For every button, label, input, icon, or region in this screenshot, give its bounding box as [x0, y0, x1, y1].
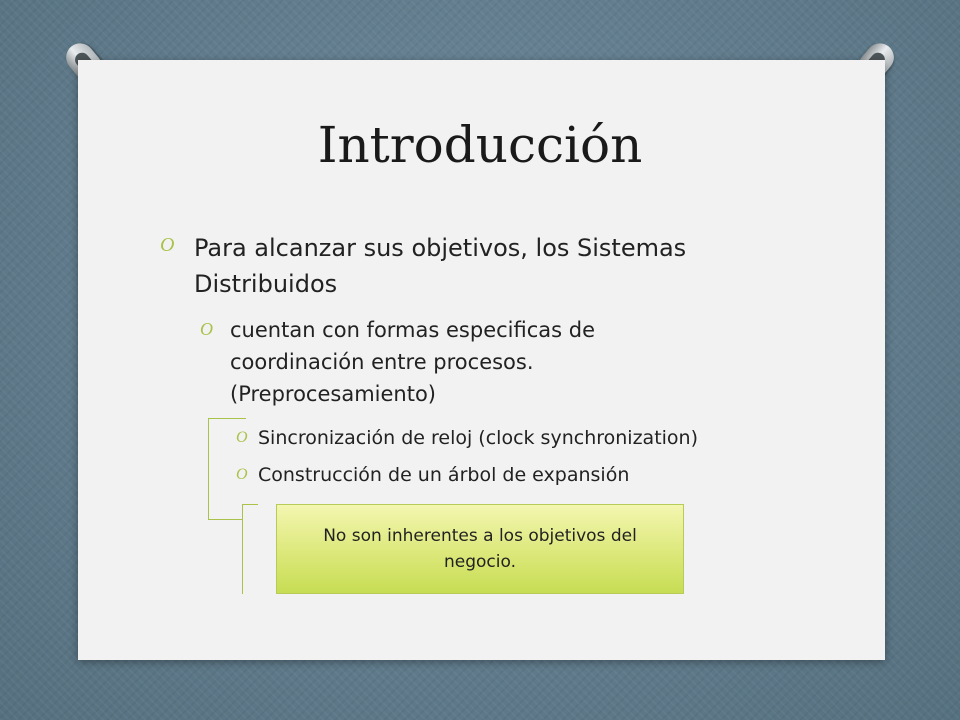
- slide-title: Introducción: [317, 116, 643, 174]
- bullet-level2-line2: coordinación entre procesos.: [230, 350, 534, 374]
- bracket-line-bottom: [208, 519, 242, 520]
- bullet-level1-line1: Para alcanzar sus objetivos, los Sistemas: [194, 234, 687, 262]
- bracket-line-callout-top: [242, 504, 258, 505]
- bracket-line-vertical: [208, 418, 209, 520]
- bullet-icon: O: [200, 319, 213, 339]
- bullet-icon: O: [236, 466, 248, 483]
- callout-text: No son inherentes a los objetivos del negocio.: [323, 526, 637, 572]
- callout-box: [276, 504, 684, 594]
- bullet-icon: O: [236, 429, 248, 446]
- bullet-icon: O: [160, 234, 175, 256]
- bullet-level3-item-2: Construcción de un árbol de expansión: [258, 464, 630, 486]
- bullet-level1-line2: Distribuidos: [194, 270, 338, 298]
- bracket-line-callout: [242, 504, 243, 594]
- bullet-level2-line3: (Preprocesamiento): [230, 382, 437, 406]
- bracket-line-top: [208, 418, 246, 419]
- bullet-level3-item-1: Sincronización de reloj (clock synchronization): [258, 427, 698, 449]
- bullet-level2-line1: cuentan con formas especificas de: [230, 318, 595, 342]
